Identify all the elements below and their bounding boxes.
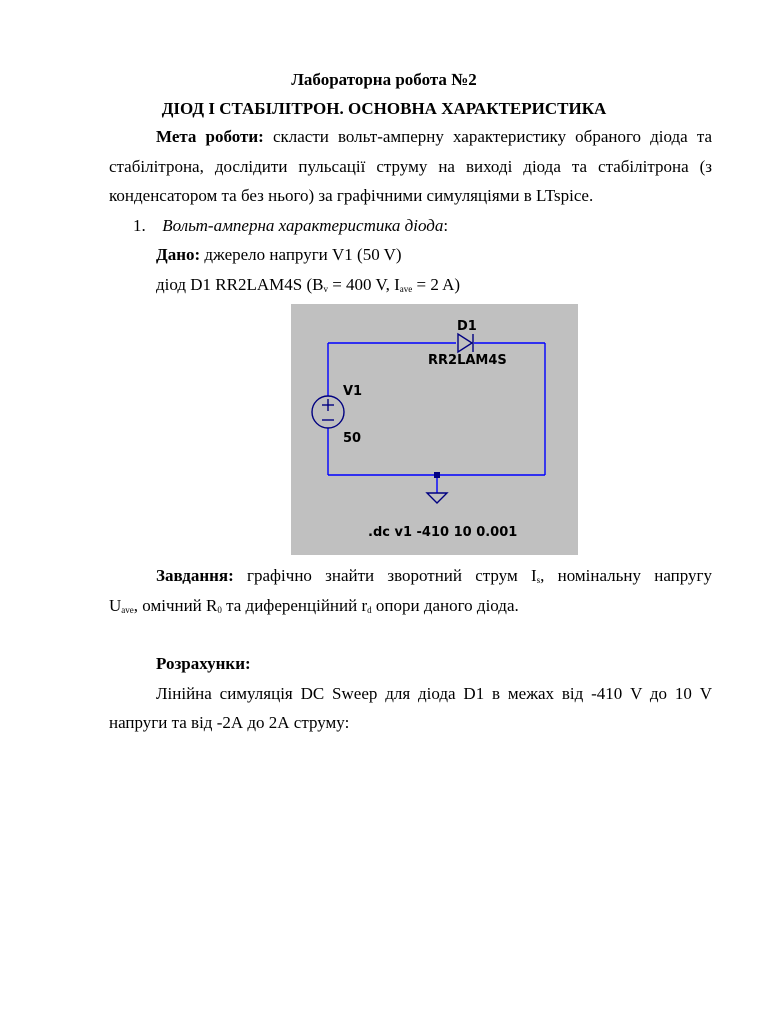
given-diode-mid: = 400 V, I xyxy=(327,275,400,294)
task-text-2b: та диференційний r xyxy=(221,596,368,615)
source-ref-label: V1 xyxy=(343,384,363,399)
given-line-1 xyxy=(156,245,402,265)
schematic-svg xyxy=(291,304,578,555)
item-1 xyxy=(133,216,448,236)
goal-line-2: стабілітрона, дослідити пульсації струму на виході діода та стабілітрона (з xyxy=(109,157,712,176)
item-1-colon: : xyxy=(443,216,449,235)
given-diode-sub2: ave xyxy=(399,284,413,294)
given-source: джерело напруги V1 (50 V) xyxy=(204,245,402,264)
ground-icon xyxy=(427,493,447,503)
goal-label: Мета роботи: xyxy=(156,127,264,146)
spice-directive: .dc v1 -410 10 0.001 xyxy=(368,525,518,540)
task-line-1 xyxy=(156,566,712,590)
goal-text-1: скласти вольт-амперну характеристику обраного діода та xyxy=(272,127,712,146)
item-1-number: 1. xyxy=(133,216,146,235)
given-label: Дано: xyxy=(156,245,201,264)
calc-label: Розрахунки: xyxy=(156,654,251,673)
task-rd-sub: d xyxy=(367,605,372,615)
task-line-2 xyxy=(109,596,519,620)
diode-ref-label: D1 xyxy=(457,319,477,334)
lab-title: Лабораторна робота №2 xyxy=(291,70,477,89)
task-u: U xyxy=(109,596,122,615)
goal-line-3: конденсатором та без нього) за графічними симуляціями в LTspice. xyxy=(109,186,594,205)
task-label: Завдання: xyxy=(156,566,234,585)
given-diode-sub1: v xyxy=(323,284,328,294)
schematic-figure xyxy=(291,304,578,555)
task-text-2c: опори даного діода. xyxy=(371,596,519,615)
item-1-title: Вольт-амперна характеристика діода xyxy=(162,216,444,235)
goal-line-1 xyxy=(156,127,712,147)
task-u-sub: ave xyxy=(121,605,134,615)
diode-model-label: RR2LAM4S xyxy=(428,353,507,368)
given-diode-prefix: діод D1 RR2LAM4S (B xyxy=(156,275,324,294)
task-sub-s: s xyxy=(536,575,541,585)
calc-line-2: напруги та від -2А до 2А струму: xyxy=(109,713,350,732)
voltage-source-symbol xyxy=(312,396,344,428)
task-text-2a: , омічний R xyxy=(133,596,218,615)
junction-dot xyxy=(434,472,440,478)
given-diode-suffix: = 2 A) xyxy=(412,275,461,294)
task-r-sub: 0 xyxy=(217,605,222,615)
task-text-1b: , номінальну напругу xyxy=(540,566,712,585)
task-text-1a: графічно знайти зворотний струм I xyxy=(247,566,537,585)
calc-line-1: Лінійна симуляція DC Sweep для діода D1 в межах від -410 V до 10 V xyxy=(156,684,712,703)
topic-title: ДІОД І СТАБІЛІТРОН. ОСНОВНА ХАРАКТЕРИСТИКА xyxy=(161,99,607,118)
diode-symbol xyxy=(458,334,473,352)
given-line-2 xyxy=(156,275,460,299)
source-value-label: 50 xyxy=(343,431,362,446)
